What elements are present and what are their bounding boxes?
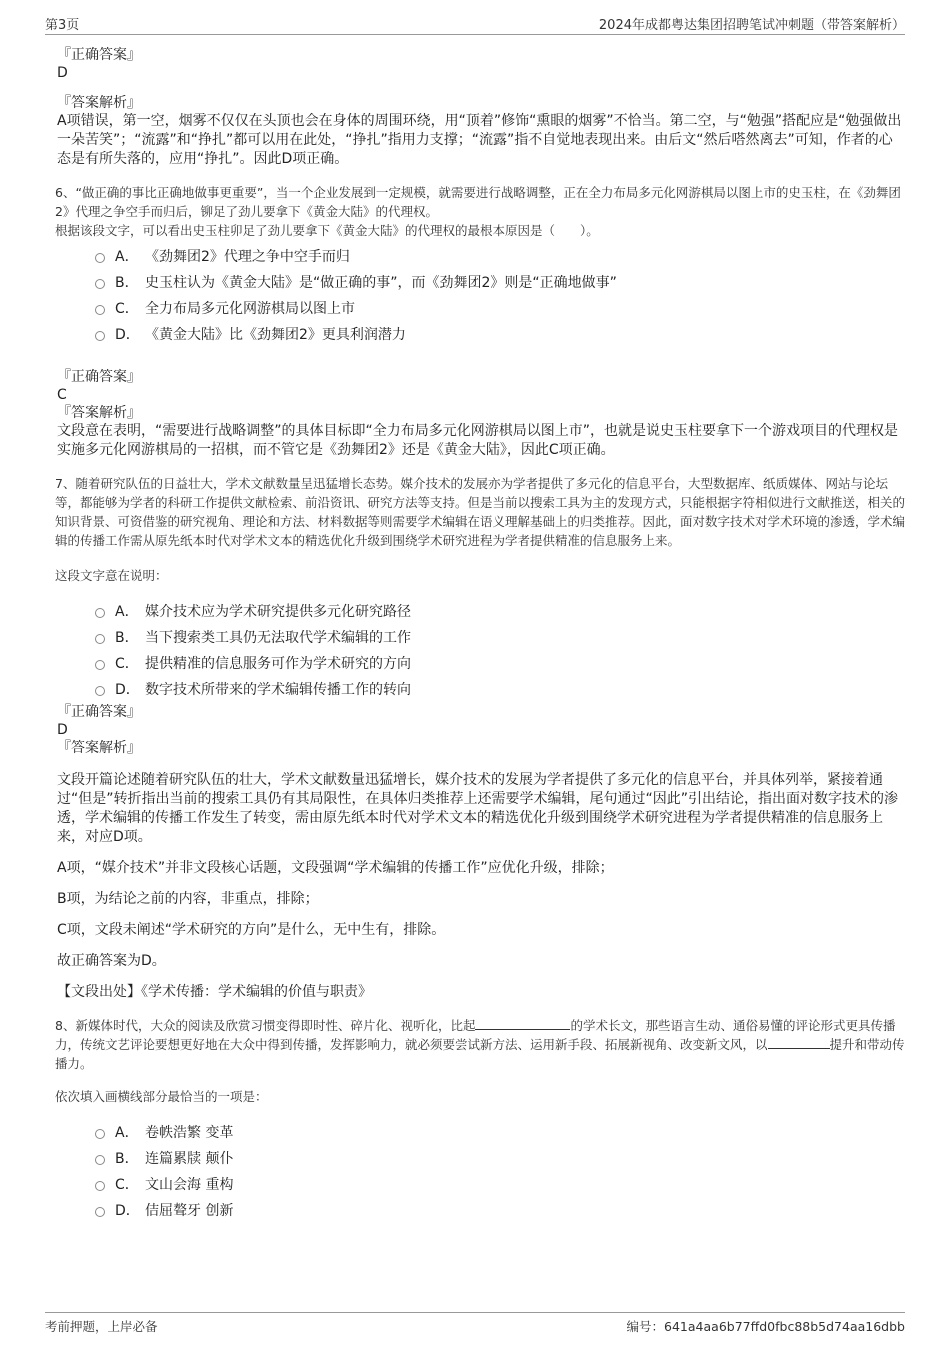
q7-prompt: 这段文字意在说明： [55, 568, 168, 583]
q6-option-c[interactable] [95, 296, 905, 322]
option-letter: D． [115, 327, 140, 343]
q8-stem-part2: 的学术长文，那些语言生动、通俗易懂的评论形式更具传播力，传统文艺评论要想更好地在大众中得到传播，发挥影响力，就必须要尝试新方法、运用新手段、拓展新视角、改变新文风，以 [55, 1018, 896, 1052]
q7-option-a[interactable] [95, 599, 905, 625]
q8-option-d[interactable] [95, 1198, 905, 1224]
source-label: 【文段出处】 [57, 984, 141, 1000]
q6-option-d[interactable] [95, 322, 905, 348]
q7-analysis-main: 文段开篇论述随着研究队伍的壮大，学术文献数量迅猛增长，媒介技术的发展为学者提供了多元化的信息平台，并具体列举，紧接着通过“但是”转折指出当前的搜索工具仍有其局限性，在具体归类推荐上还需要学术编辑，尾句通过“因此”引出结论，指出面对数字技术的渗透，学术编辑的传播工作发生了转变，需由原先纸本时代对学术文本的精选优化升级到围绕学术研究进程为学者提供精准的信息服务上来，对应D项。 [57, 772, 899, 845]
option-text: 文山会海 重构 [145, 1177, 234, 1193]
correct-answer-label: 『正确答案』 [57, 369, 141, 385]
page-footer [45, 1312, 905, 1337]
blank-line [475, 1016, 570, 1030]
q5-analysis: A项错误，第一空，烟雾不仅仅在头顶也会在身体的周围环绕，用“顶着”修饰“熏眼的烟雾”不恰当。第二空，与“勉强”搭配应是“勉强做出一朵苦笑”；“流露”和“挣扎”都可以用在此处，“挣扎”指用力支撑；“流露”指不自觉地表现出来。由后文“然后嗒然离去”可知，作者的心态是有所失落的，应用“挣扎”。因此D项正确。 [57, 113, 902, 167]
option-letter: C． [115, 1177, 139, 1193]
q7-option-c[interactable] [95, 651, 905, 677]
source-title: 《学术传播：学术编辑的价值与职责》 [141, 984, 372, 1000]
option-letter: B． [115, 1151, 139, 1167]
radio-icon[interactable] [95, 1155, 105, 1165]
q7-answer: D [57, 722, 68, 738]
q7-option-b[interactable] [95, 625, 905, 651]
radio-icon[interactable] [95, 305, 105, 315]
q6-option-a[interactable] [95, 244, 905, 270]
q8-stem [55, 1016, 905, 1073]
option-text: 数字技术所带来的学术编辑传播工作的转向 [145, 682, 411, 698]
q6-option-b[interactable] [95, 270, 905, 296]
radio-icon[interactable] [95, 634, 105, 644]
q7-option-d[interactable] [95, 677, 905, 703]
radio-icon[interactable] [95, 686, 105, 696]
q7-stem: 7、随着研究队伍的日益壮大，学术文献数量呈迅猛增长态势。媒介技术的发展亦为学者提供了多元化的信息平台，大型数据库、纸质媒体、网站与论坛等，都能够为学者的科研工作提供文献检索、前沿资讯、研究方法等支持。但是当前以搜索工具为主的发现方式，只能根据字符相似进行文献推送，相关的知识背景、可资借鉴的研究视角、理论和方法、材料数据等则需要学术编辑在语义理解基础上的归类推荐。因此，面对数字技术对学术环境的渗透，学术编辑的传播工作需从原先纸本时代对学术文本的精选优化升级到围绕学术研究进程为学者提供精准的信息服务上来。 [55, 476, 906, 548]
option-letter: C． [115, 656, 139, 672]
radio-icon[interactable] [95, 1129, 105, 1139]
radio-icon[interactable] [95, 608, 105, 618]
option-text: 《劲舞团2》代理之争中空手而归 [145, 249, 350, 265]
q7-analysis-b: B项，为结论之前的内容，非重点，排除； [57, 891, 319, 907]
q8-stem-part3: 提升和带动传播力。 [55, 1037, 905, 1071]
option-text: 全力布局多元化网游棋局以图上市 [145, 301, 355, 317]
option-letter: A． [115, 1125, 139, 1141]
radio-icon[interactable] [95, 1207, 105, 1217]
page-content [55, 46, 905, 1224]
q6-options [55, 244, 905, 348]
correct-answer-label: 『正确答案』 [57, 47, 141, 63]
option-text: 佶屈聱牙 创新 [145, 1203, 234, 1219]
option-text: 当下搜索类工具仍无法取代学术编辑的工作 [145, 630, 411, 646]
option-letter: D． [115, 1203, 140, 1219]
q7-analysis-a: A项，“媒介技术”并非文段核心话题，文段强调“学术编辑的传播工作”应优化升级，排除； [57, 860, 614, 876]
q6-question: 根据该段文字，可以看出史玉柱卯足了劲儿要拿下《黄金大陆》的代理权的最根本原因是（ ）。 [55, 223, 599, 238]
option-letter: D． [115, 682, 140, 698]
option-text: 卷帙浩繁 变革 [145, 1125, 234, 1141]
option-text: 《黄金大陆》比《劲舞团2》更具利润潜力 [145, 327, 406, 343]
q7-options [55, 599, 905, 703]
option-letter: B． [115, 630, 139, 646]
option-letter: B． [115, 275, 139, 291]
footer-slogan: 考前押题，上岸必备 [45, 1319, 158, 1334]
option-text: 史玉柱认为《黄金大陆》是“做正确的事”，而《劲舞团2》则是“正确地做事” [145, 275, 617, 291]
option-text: 媒介技术应为学术研究提供多元化研究路径 [145, 604, 411, 620]
option-text: 提供精准的信息服务可作为学术研究的方向 [145, 656, 411, 672]
q8-option-b[interactable] [95, 1146, 905, 1172]
q7-source [57, 983, 905, 1002]
q6-analysis: 文段意在表明，“需要进行战略调整”的具体目标即“全力布局多元化网游棋局以图上市”，也就是说史玉柱要拿下一个游戏项目的代理权是实施多元化网游棋局的一招棋，而不管它是《劲舞团2》还是《黄金大陆》，因此C项正确。 [57, 423, 899, 458]
analysis-label: 『答案解析』 [57, 740, 141, 756]
page-header [45, 12, 905, 35]
q5-answer: D [57, 65, 68, 81]
option-text: 连篇累牍 颠仆 [145, 1151, 234, 1167]
q8-prompt: 依次填入画横线部分最恰当的一项是： [55, 1089, 268, 1104]
q6-stem: 6、“做正确的事比正确地做事更重要”，当一个企业发展到一定规模，就需要进行战略调整，正在全力布局多元化网游棋局以图上市的史玉柱，在《劲舞团2》代理之争空手而归后，铆足了劲儿要拿下《黄金大陆》的代理权。 [55, 185, 901, 219]
q7-analysis-conclusion: 故正确答案为D。 [57, 953, 166, 969]
radio-icon[interactable] [95, 253, 105, 263]
blank-line [768, 1035, 830, 1049]
q8-option-a[interactable] [95, 1120, 905, 1146]
q7-analysis-c: C项，文段未阐述“学术研究的方向”是什么，无中生有，排除。 [57, 922, 446, 938]
document-title: 2024年成都粤达集团招聘笔试冲刺题（带答案解析） [598, 18, 905, 33]
radio-icon[interactable] [95, 1181, 105, 1191]
analysis-label: 『答案解析』 [57, 95, 141, 111]
analysis-label: 『答案解析』 [57, 405, 141, 421]
q6-answer: C [57, 387, 67, 403]
radio-icon[interactable] [95, 660, 105, 670]
document-code: 编号：641a4aa6b77ffd0fbc88b5d74aa16dbb [626, 1319, 905, 1334]
correct-answer-label: 『正确答案』 [57, 704, 141, 720]
radio-icon[interactable] [95, 279, 105, 289]
option-letter: A． [115, 604, 139, 620]
option-letter: A． [115, 249, 139, 265]
option-letter: C． [115, 301, 139, 317]
q8-options [55, 1120, 905, 1224]
q8-stem-part1: 8、新媒体时代，大众的阅读及欣赏习惯变得即时性、碎片化、视听化，比起 [55, 1018, 476, 1033]
q8-option-c[interactable] [95, 1172, 905, 1198]
page-number: 第3页 [45, 18, 80, 33]
radio-icon[interactable] [95, 331, 105, 341]
